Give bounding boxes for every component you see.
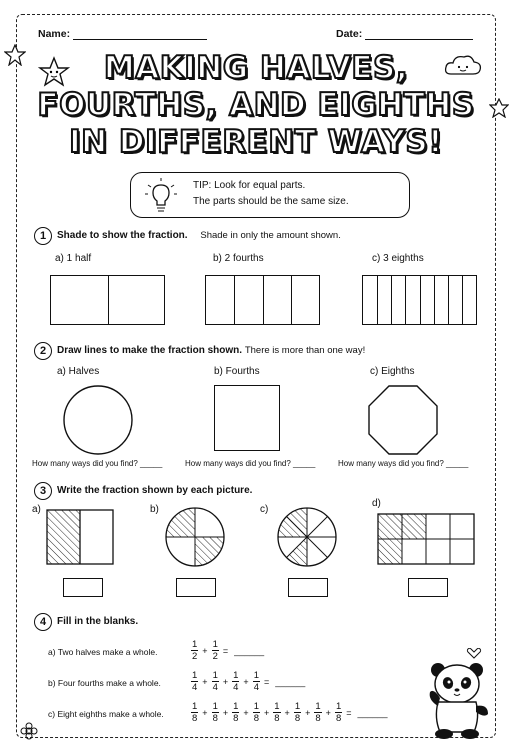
denominator: 8 — [253, 713, 259, 724]
partition-line — [234, 276, 235, 324]
numerator: 1 — [233, 670, 239, 681]
denominator: 8 — [212, 713, 218, 724]
numerator: 1 — [192, 670, 198, 681]
fraction — [294, 701, 301, 724]
numerator: 1 — [212, 639, 218, 650]
partition-line — [462, 276, 463, 324]
denominator: 2 — [212, 651, 218, 662]
panda-mascot-illustration — [424, 648, 494, 740]
numerator: 1 — [253, 701, 259, 712]
name-label: Name: — [38, 28, 71, 40]
fraction — [212, 670, 219, 693]
denominator: 8 — [233, 713, 239, 724]
draw-octagon-eighths[interactable] — [368, 385, 438, 455]
section-1-title: Shade to show the fraction. — [57, 230, 188, 241]
section-1-heading — [57, 230, 341, 241]
numerator: 1 — [335, 701, 342, 712]
section-2-number: 2 — [34, 342, 52, 360]
fraction — [191, 639, 198, 662]
plus-sign: + — [305, 707, 311, 718]
numerator: 1 — [315, 701, 321, 712]
equals-sign: = — [346, 707, 352, 718]
shade-rectangle-halves[interactable] — [50, 275, 165, 325]
numerator: 1 — [274, 701, 280, 712]
question-2a: How many ways did you find? _____ — [32, 459, 163, 468]
section-4-title: Fill in the blanks. — [57, 616, 139, 627]
shaded-part — [378, 514, 402, 539]
plus-sign: + — [202, 707, 208, 718]
plus-sign: + — [243, 676, 249, 687]
denominator: 4 — [253, 682, 259, 693]
section-3-number: 3 — [34, 482, 52, 500]
name-line[interactable] — [73, 39, 207, 40]
fill-row-c-text: c) Eight eighths make a whole. — [48, 709, 164, 719]
numerator: 1 — [212, 701, 218, 712]
tip-line-2: The parts should be the same size. — [193, 196, 349, 207]
denominator: 4 — [233, 682, 239, 693]
tip-box — [130, 172, 410, 218]
numerator: 1 — [192, 701, 198, 712]
numerator: 1 — [294, 701, 301, 712]
item-3c-label: c) — [260, 504, 269, 515]
partition-line — [263, 276, 264, 324]
fraction — [314, 701, 321, 724]
plus-sign: + — [243, 707, 249, 718]
section-2-title: Draw lines to make the fraction shown. — [57, 345, 243, 356]
plus-sign: + — [222, 676, 229, 687]
page-title-line-3: IN DIFFERENT WAYS! — [69, 124, 443, 160]
fraction — [232, 701, 239, 724]
answer-blank[interactable]: ______ — [234, 645, 265, 656]
denominator: 8 — [335, 713, 342, 724]
plus-sign: + — [202, 645, 208, 656]
item-3a-label: a) — [32, 504, 41, 515]
fraction — [232, 670, 239, 693]
partition-line — [291, 276, 292, 324]
section-1-number: 1 — [34, 227, 52, 245]
equals-sign: = — [263, 676, 270, 687]
section-3-title: Write the fraction shown by each picture. — [57, 485, 253, 496]
answer-box-3a[interactable] — [63, 578, 103, 597]
shaded-part — [402, 514, 426, 539]
numerator: 1 — [192, 639, 198, 650]
answer-blank[interactable]: ______ — [275, 676, 306, 687]
item-2b-label: b) Fourths — [214, 366, 260, 377]
fill-row-b-text: b) Four fourths make a whole. — [48, 678, 161, 688]
item-3b-label: b) — [150, 504, 159, 515]
plus-sign: + — [325, 707, 331, 718]
page-title-line-2: FOURTHS, AND EIGHTHS — [37, 87, 475, 123]
answer-box-3d[interactable] — [408, 578, 448, 597]
plus-sign: + — [202, 676, 208, 687]
fraction — [191, 670, 198, 693]
partition-line — [448, 276, 449, 324]
fraction — [191, 701, 198, 724]
name-field[interactable] — [38, 28, 207, 40]
date-label: Date: — [336, 28, 363, 40]
answer-box-3c[interactable] — [288, 578, 328, 597]
shaded-part — [378, 539, 402, 564]
picture-3a-rectangle — [45, 508, 145, 568]
item-1a-label: a) 1 half — [55, 253, 92, 264]
section-1-subtitle: Shade in only the amount shown. — [200, 230, 341, 241]
shaded-part — [287, 537, 308, 566]
tip-line-1: TIP: Look for equal parts. — [193, 180, 306, 191]
equals-sign: = — [222, 645, 229, 656]
partition-line — [391, 276, 392, 324]
plus-sign: + — [284, 707, 290, 718]
fraction — [253, 670, 260, 693]
equation-row-a — [190, 639, 267, 662]
equation-row-b — [190, 670, 308, 693]
fraction — [335, 701, 342, 724]
denominator: 4 — [192, 682, 198, 693]
partition-line — [377, 276, 378, 324]
denominator: 8 — [294, 713, 301, 724]
denominator: 8 — [274, 713, 280, 724]
item-2c-label: c) Eighths — [370, 366, 415, 377]
fraction — [273, 701, 280, 724]
fraction — [253, 701, 260, 724]
picture-3d-grid — [376, 512, 480, 568]
draw-circle-halves[interactable] — [62, 384, 134, 456]
answer-blank[interactable]: ______ — [357, 707, 388, 718]
numerator: 1 — [233, 701, 239, 712]
item-1c-label: c) 3 eighths — [372, 253, 424, 264]
plus-sign: + — [222, 707, 229, 718]
question-2c: How many ways did you find? _____ — [338, 459, 469, 468]
shaded-part — [47, 510, 80, 564]
partition-line — [420, 276, 421, 324]
question-2b: How many ways did you find? _____ — [185, 459, 316, 468]
picture-3c-circle — [276, 506, 338, 568]
denominator: 8 — [315, 713, 321, 724]
section-4-number: 4 — [34, 613, 52, 631]
page-title-line-1: MAKING HALVES, — [103, 50, 409, 86]
fill-row-a-text: a) Two halves make a whole. — [48, 647, 158, 657]
fraction — [212, 701, 219, 724]
plus-sign: + — [263, 707, 270, 718]
date-line[interactable] — [365, 39, 473, 40]
equation-row-c — [190, 701, 391, 724]
numerator: 1 — [212, 670, 218, 681]
date-field[interactable] — [336, 28, 473, 40]
item-3d-label: d) — [372, 498, 381, 509]
section-2-heading — [57, 345, 365, 356]
lightbulb-icon — [143, 177, 179, 213]
numerator: 1 — [253, 670, 259, 681]
flower-icon — [20, 722, 38, 740]
denominator: 8 — [192, 713, 198, 724]
shade-rectangle-eighths[interactable] — [362, 275, 477, 325]
partition-line — [108, 276, 109, 324]
denominator: 4 — [212, 682, 218, 693]
picture-3b-circle — [164, 506, 226, 568]
shade-rectangle-fourths[interactable] — [205, 275, 320, 325]
section-2-subtitle: There is more than one way! — [244, 345, 366, 356]
answer-box-3b[interactable] — [176, 578, 216, 597]
denominator: 2 — [192, 651, 198, 662]
fraction — [212, 639, 219, 662]
item-2a-label: a) Halves — [57, 366, 100, 377]
draw-square-fourths[interactable] — [214, 385, 280, 451]
item-1b-label: b) 2 fourths — [213, 253, 264, 264]
partition-line — [434, 276, 435, 324]
partition-line — [405, 276, 406, 324]
